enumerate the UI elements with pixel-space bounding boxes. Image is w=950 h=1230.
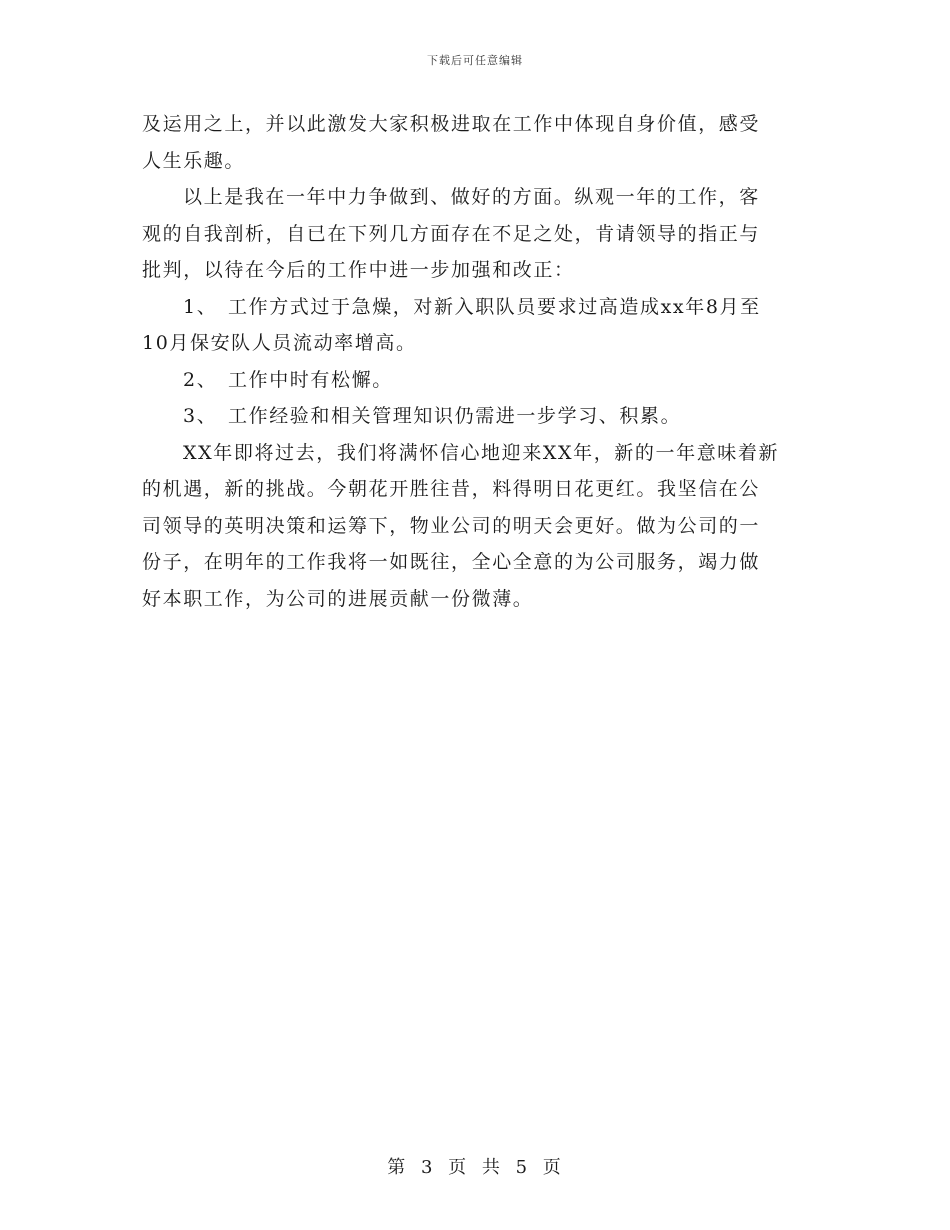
- footer-label-total: 共: [481, 1157, 502, 1178]
- paragraph-2: [142, 179, 810, 289]
- page-header: 下载后可任意编辑: [427, 54, 523, 67]
- list-line: [142, 398, 810, 435]
- list-text: 工作经验和相关管理知识仍需进一步学习、积累。: [228, 405, 682, 427]
- text-line: 的机遇，新的挑战。今朝花开胜往昔，料得明日花更红。我坚信在公: [142, 478, 761, 500]
- text-line: 司领导的英明决策和运筹下，物业公司的明天会更好。做为公司的一: [142, 514, 761, 537]
- text-line: 好本职工作，为公司的进展贡献一份微薄。: [142, 587, 534, 610]
- list-number: 1、: [183, 295, 218, 318]
- text-line: XX年即将过去，我们将满怀信心地迎来XX年，新的一年意味着新: [183, 441, 780, 464]
- footer-total-pages: 5: [515, 1157, 530, 1178]
- list-text: 工作方式过于急燥，对新入职队员要求过高造成xx年8月至: [228, 295, 761, 318]
- text-line: 及运用之上，并以此激发大家积极进取在工作中体现自身价值，感受: [142, 113, 761, 135]
- list-line: [142, 362, 810, 399]
- footer-current-page: 3: [420, 1157, 435, 1178]
- list-number: 3、: [183, 405, 218, 427]
- text-line: 人生乐趣。: [142, 149, 246, 172]
- text-line: 观的自我剖析，自已在下列几方面存在不足之处，肯请领导的指正与: [142, 222, 761, 245]
- text-line: 份子，在明年的工作我将一如既往，全心全意的为公司服务，竭力做: [142, 551, 761, 573]
- list-item-1: [142, 289, 810, 362]
- text-line: 10月保安队人员流动率增高。: [142, 332, 417, 354]
- text-line: 以上是我在一年中力争做到、做好的方面。纵观一年的工作，客: [183, 186, 760, 208]
- footer-label-unit: 页: [448, 1157, 469, 1178]
- footer-label-unit-2: 页: [542, 1157, 563, 1178]
- paragraph-1: [142, 106, 810, 179]
- footer-label-page: 第: [387, 1157, 408, 1178]
- page-footer: [0, 1153, 950, 1179]
- list-line: [142, 289, 810, 326]
- text-line: 批判，以待在今后的工作中进一步加强和改正：: [142, 259, 575, 281]
- list-item-3: [142, 398, 810, 435]
- list-text: 工作中时有松懈。: [228, 368, 393, 391]
- list-number: 2、: [183, 368, 218, 391]
- document-body: [142, 106, 810, 617]
- paragraph-3: [142, 435, 810, 618]
- list-item-2: [142, 362, 810, 399]
